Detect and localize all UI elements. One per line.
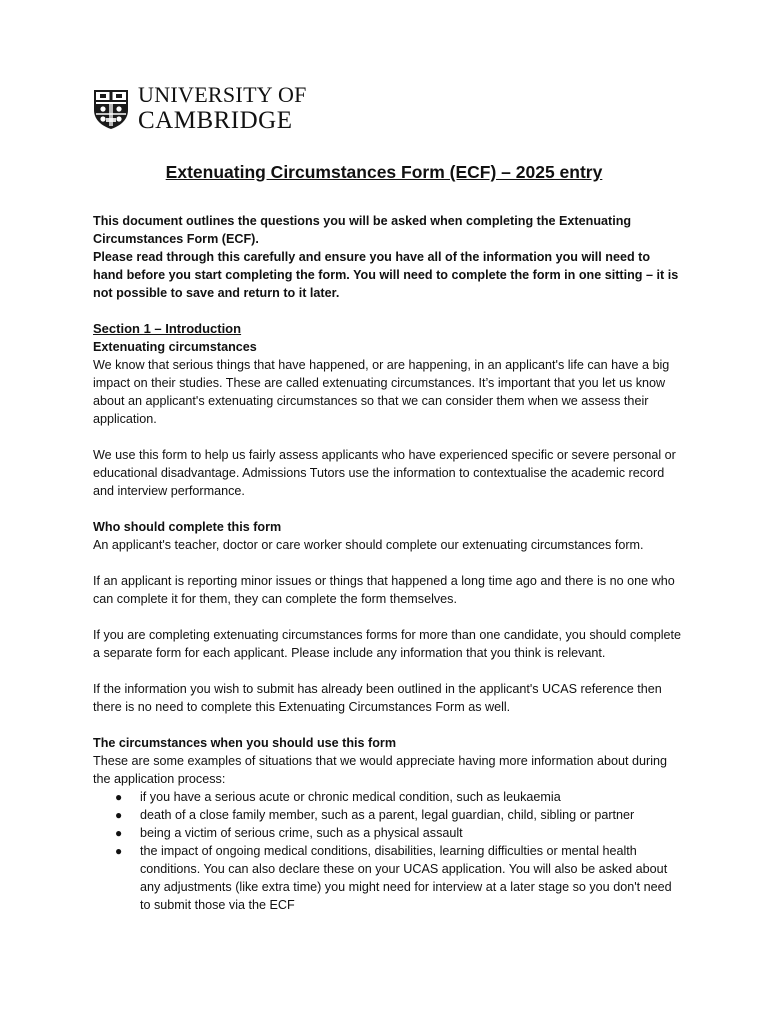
- circumstances-list: [93, 788, 683, 914]
- who-paragraph-2: If an applicant is reporting minor issues or things that happened a long time ago and there is no one who can complete it for them, they can complete the form themselves.: [93, 574, 675, 606]
- logo-line-1: UNIVERSITY OF: [138, 82, 307, 107]
- circumstances-heading: The circumstances when you should use this form: [93, 736, 397, 750]
- bullet-icon: ●: [115, 790, 123, 804]
- list-item: [93, 788, 683, 806]
- list-item: [93, 842, 683, 914]
- list-item-text: if you have a serious acute or chronic medical condition, such as leukaemia: [140, 790, 561, 804]
- bullet-icon: ●: [115, 826, 123, 840]
- document-body: [93, 212, 683, 914]
- list-item-text: being a victim of serious crime, such as a physical assault: [140, 826, 463, 840]
- who-paragraph-4: If the information you wish to submit has already been outlined in the applicant's UCAS reference then there is no need to complete this Extenuating Circumstances Form as well.: [93, 682, 662, 714]
- logo-line-2: CAMBRIDGE: [138, 107, 293, 134]
- list-item-text: death of a close family member, such as a parent, legal guardian, child, sibling or partner: [140, 808, 635, 822]
- extenuating-heading: Extenuating circumstances: [93, 340, 257, 354]
- who-paragraph-1: An applicant's teacher, doctor or care worker should complete our extenuating circumstances form.: [93, 538, 644, 552]
- who-heading: Who should complete this form: [93, 520, 282, 534]
- list-item: [93, 806, 683, 824]
- extenuating-paragraph-1: We know that serious things that have happened, or are happening, in an applicant's life can have a big impact on their studies. These are called extenuating circumstances. It’s important that you let us know about an applicant's extenuating circumstances so that we can consider them when we assess their application.: [93, 358, 670, 426]
- crest-icon: [92, 88, 130, 130]
- list-item: [93, 824, 683, 842]
- bullet-icon: ●: [115, 808, 123, 822]
- intro-paragraph-2: Please read through this carefully and ensure you have all of the information you will need to hand before you start completing the form. You will need to complete the form in one sitting – it is not possible to save and return to it later.: [93, 250, 679, 300]
- who-paragraph-3: If you are completing extenuating circumstances forms for more than one candidate, you should complete a separate form for each applicant. Please include any information that you think is relevant.: [93, 628, 682, 660]
- circumstances-intro: These are some examples of situations that we would appreciate having more information about during the application process:: [93, 754, 668, 786]
- list-item-text: the impact of ongoing medical conditions, disabilities, learning difficulties or mental health conditions. You can also declare these on your UCAS application. You will also be asked about any adjustments (like extra time) you might need for interview at a later stage so you don't need to submit those via the ECF: [140, 844, 672, 912]
- intro-block: [93, 212, 683, 302]
- bullet-icon: ●: [115, 844, 123, 858]
- intro-paragraph-1: This document outlines the questions you will be asked when completing the Extenuating Circumstances Form (ECF).: [93, 214, 632, 246]
- university-logo: [92, 84, 307, 133]
- extenuating-paragraph-2: We use this form to help us fairly assess applicants who have experienced specific or severe personal or educational disadvantage. Admissions Tutors use the information to contextualise the academic record and interview performance.: [93, 448, 676, 498]
- section-1-title: Section 1 – Introduction: [93, 321, 242, 336]
- document-title: Extenuating Circumstances Form (ECF) – 2025 entry: [165, 162, 603, 182]
